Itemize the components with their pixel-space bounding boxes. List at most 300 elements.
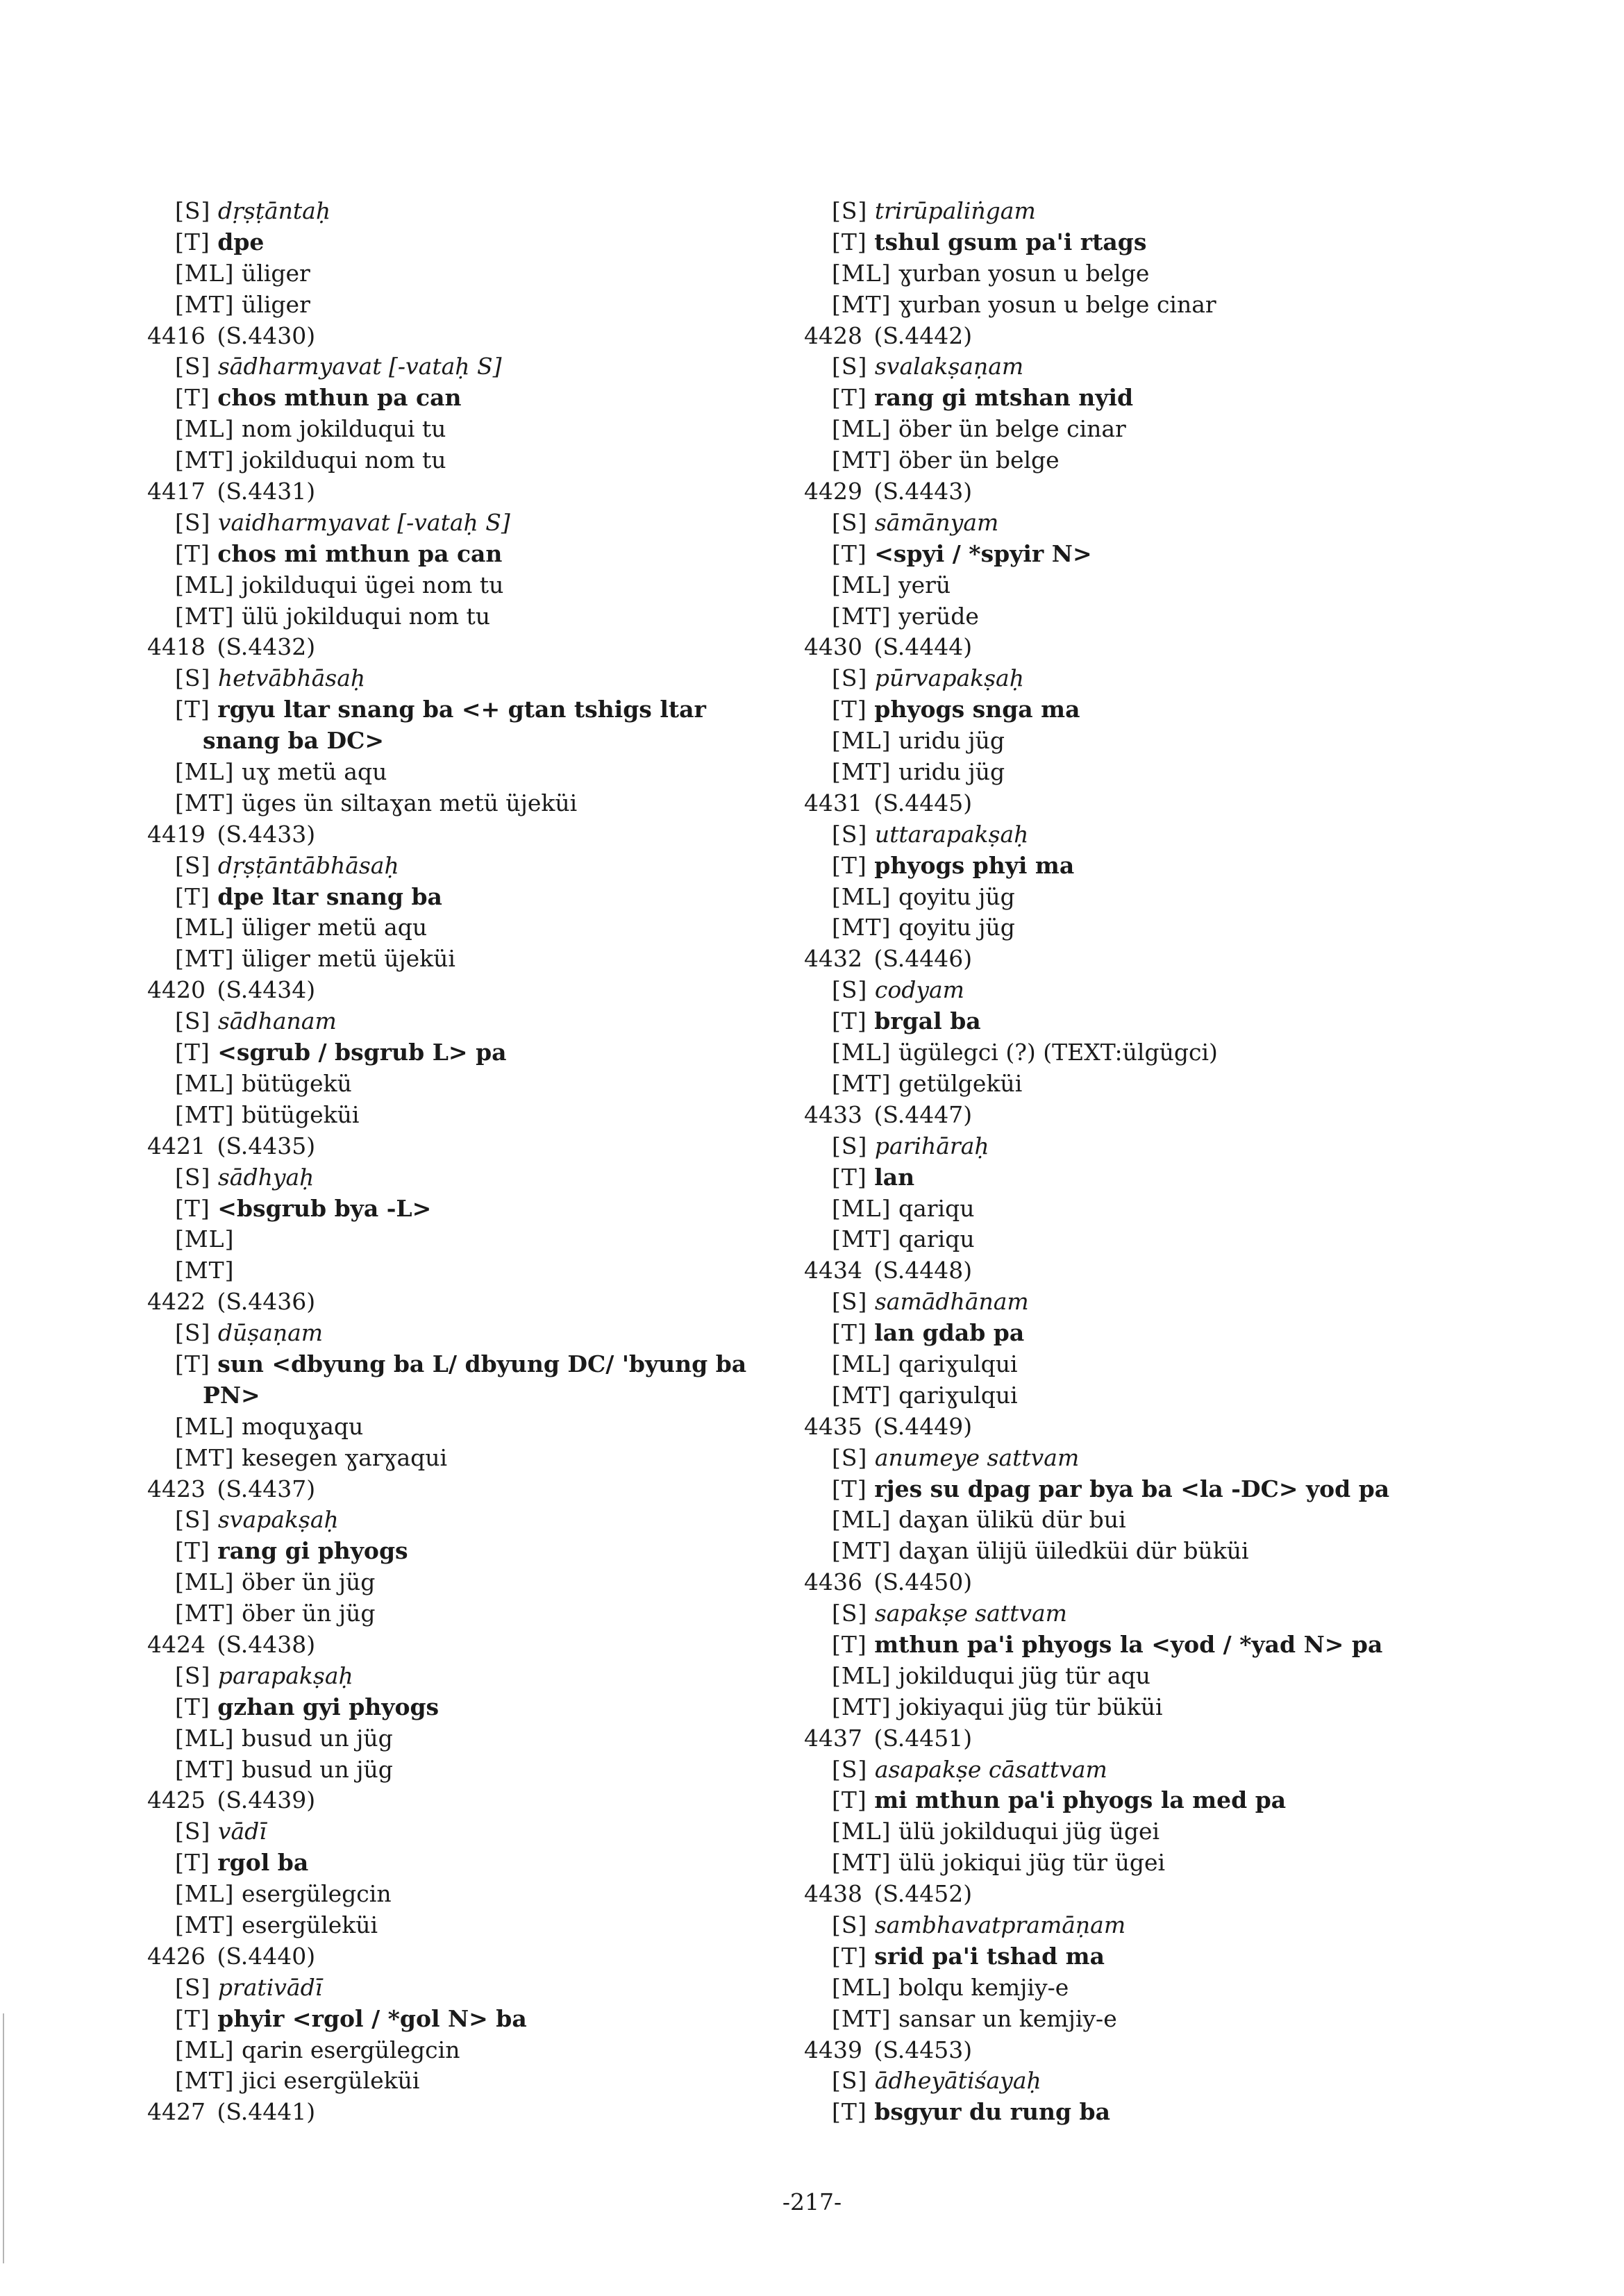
entry-field [147,1006,814,1037]
entry-header [147,1785,814,1816]
entry-header [147,1474,814,1505]
entry-field [804,1224,1498,1255]
page-number: -217- [782,2188,842,2215]
entry-reference: (S.4438) [217,1630,316,1658]
field-value: codyam [874,976,964,1004]
field-tag: [ML] [175,1880,235,1908]
field-value: nom jokilduqui tu [241,415,446,443]
field-tag: [ML] [832,1973,891,2001]
entry-field [804,570,1498,601]
field-tag: [S] [832,1755,868,1783]
entry-header [147,2097,814,2128]
entry-header [147,1287,814,1318]
field-value: bsgyur du rung ba [874,2098,1110,2126]
field-value: getülgeküi [898,1069,1023,1097]
entry-field [147,912,814,944]
entry-header [147,321,814,352]
entry-field [804,1318,1498,1349]
field-value: <sgrub / bsgrub L> pa [217,1039,507,1066]
field-value: dpe [217,228,265,255]
entry-reference: (S.4446) [873,945,973,973]
entry-number: 4418 [147,633,206,661]
entry-number: 4423 [147,1475,206,1502]
entry-header [147,476,814,508]
entry-reference: (S.4445) [873,789,973,816]
entry-field [804,539,1498,570]
field-value: phyogs phyi ma [874,851,1075,879]
entry-header [147,1629,814,1661]
field-value: öber ün jüg [241,1568,376,1596]
field-value: mthun pa'i phyogs la <yod / *yad N> pa [874,1630,1383,1658]
entry-field [147,1536,814,1567]
field-value: yerü [898,571,951,598]
entry-field [804,1692,1498,1723]
field-tag: [S] [175,1973,211,2001]
field-value: busud un jüg [241,1724,393,1752]
field-value: üliger metü üjeküi [242,945,455,973]
entry-field [804,1505,1498,1536]
field-tag: [S] [832,1443,868,1471]
field-tag: [T] [175,539,210,567]
entry-field [147,445,814,476]
entry-field [147,788,814,819]
entry-field [147,570,814,601]
field-value: bütügeküi [242,1100,360,1128]
entry-field [804,601,1498,632]
field-value: rjes su dpag par bya ba <la -DC> yod pa [874,1475,1390,1502]
field-tag: [T] [175,696,210,723]
field-tag: [ML] [175,1568,235,1596]
field-tag: [MT] [832,1225,891,1253]
field-value: brgal ba [874,1007,981,1035]
field-tag: [ML] [175,1724,235,1752]
field-tag: [ML] [832,1194,891,1222]
entry-number: 4417 [147,478,206,505]
entry-field [804,1910,1498,1941]
entry-field [804,1287,1498,1318]
field-tag: [ML] [832,415,891,443]
field-tag: [T] [175,1350,210,1377]
entry-header [147,819,814,850]
field-value: sun <dbyung ba L/ dbyung DC/ 'byung ba [217,1350,747,1377]
entry-number: 4424 [147,1630,206,1658]
field-value: sādhyaḥ [217,1163,315,1191]
entry-reference: (S.4430) [217,321,316,349]
entry-reference: (S.4441) [217,2098,316,2126]
field-value: ülü jokilduqui jüg ügei [898,1818,1160,1845]
field-tag: [ML] [175,415,235,443]
entry-header [804,2035,1498,2066]
entry-header [804,1100,1498,1131]
field-value: bütügekü [241,1069,352,1097]
entry-field [147,290,814,321]
field-tag: [T] [832,1319,867,1347]
field-value: lan gdab pa [874,1319,1025,1347]
entry-reference: (S.4447) [873,1100,973,1128]
field-tag: [MT] [175,1100,235,1128]
field-value: phyogs snga ma [874,696,1080,723]
field-tag: [ML] [832,727,891,755]
field-tag: [S] [175,851,211,879]
entry-number: 4430 [804,633,862,661]
field-tag: [MT] [832,2004,891,2032]
field-tag: [T] [175,228,210,255]
entry-field [147,1318,814,1349]
field-tag: [ML] [175,2036,235,2063]
entry-field [147,1443,814,1474]
field-tag: [ML] [175,259,235,287]
field-tag: [T] [175,384,210,412]
field-tag: [MT] [832,290,891,318]
entry-header [804,1879,1498,1910]
entry-field [804,975,1498,1006]
entry-field [804,2065,1498,2097]
field-value: üliger [242,290,310,318]
field-tag: [MT] [175,1911,235,1938]
field-value: tshul gsum pa'i rtags [874,228,1147,255]
field-value: qariqu [898,1194,975,1222]
field-value: chos mi mthun pa can [217,539,503,567]
field-tag: [ML] [175,1069,235,1097]
entry-header [804,632,1498,663]
field-value: ülü jokilduqui nom tu [242,602,491,630]
field-value: dṛṣṭāntābhāsaḥ [217,851,399,879]
entry-number: 4439 [804,2036,862,2063]
field-tag: [T] [832,1786,867,1814]
field-value: lan [874,1163,915,1191]
field-tag: [ML] [832,571,891,598]
entry-field [147,1349,814,1380]
entry-field [147,1193,814,1225]
field-value: üliger metü aqu [241,914,428,941]
entry-field [804,757,1498,788]
field-value: vādī [217,1818,267,1845]
field-tag: [S] [175,353,211,380]
entry-continuation [147,1380,814,1411]
entry-number: 4421 [147,1132,206,1159]
field-value: svalakṣaṇam [874,353,1024,380]
field-tag: [S] [832,976,868,1004]
field-tag: [T] [175,1537,210,1565]
field-value: üliger [241,259,310,287]
field-tag: [T] [832,1007,867,1035]
field-tag: [ML] [175,758,235,786]
field-tag: [S] [832,664,868,692]
entry-header [804,321,1498,352]
field-value: üges ün siltaɣan metü üjeküi [242,789,578,816]
entry-number: 4425 [147,1786,206,1814]
field-value: ülü jokiqui jüg tür ügei [898,1849,1166,1877]
field-value: ādheyātiśayaḥ [874,2067,1041,2095]
right-column [804,196,1498,2128]
entry-header [804,1567,1498,1598]
field-value: trirūpaliṅgam [874,197,1036,224]
field-value: chos mthun pa can [217,384,462,412]
field-tag: [T] [832,228,867,255]
field-tag: [S] [175,508,211,536]
field-tag: [S] [832,2067,868,2095]
entry-reference: (S.4431) [217,478,316,505]
entry-field [147,1723,814,1754]
field-value: prativādī [217,1973,323,2001]
entry-field [147,351,814,383]
entry-field [804,1816,1498,1847]
entry-number: 4419 [147,820,206,848]
entry-field [147,1069,814,1100]
field-tag: [MT] [175,1600,235,1627]
continuation-text: snang ba DC> [203,727,384,755]
field-tag: [S] [832,508,868,536]
field-value: uɣ metü aqu [241,758,387,786]
field-value: busud un jüg [242,1755,393,1783]
left-column [147,196,814,2128]
field-value: qariqu [898,1225,975,1253]
entry-field [147,1162,814,1193]
entry-field [804,663,1498,694]
entry-field [804,1037,1498,1069]
entry-field [804,1443,1498,1474]
field-value: dūṣaṇam [217,1319,324,1347]
field-tag: [S] [832,353,868,380]
entry-reference: (S.4448) [873,1257,973,1284]
entry-reference: (S.4437) [217,1475,316,1502]
field-value: pūrvapakṣaḥ [874,664,1024,692]
field-tag: [S] [175,1818,211,1845]
field-tag: [MT] [175,789,235,816]
entry-field [147,258,814,290]
entry-field [147,1847,814,1879]
field-value: dpe ltar snang ba [217,882,442,910]
entry-field [804,1972,1498,2004]
entry-reference: (S.4451) [873,1724,973,1752]
entry-field [804,1131,1498,1162]
entry-field [804,1754,1498,1786]
field-value: gzhan gyi phyogs [217,1693,440,1720]
field-tag: [ML] [832,1818,891,1845]
entry-field [804,1629,1498,1661]
entry-number: 4433 [804,1100,862,1128]
field-value: sāmānyam [874,508,999,536]
entry-field [147,1879,814,1910]
field-value: sapakṣe sattvam [874,1600,1067,1627]
entry-number: 4436 [804,1568,862,1596]
field-value: jokilduqui ügei nom tu [241,571,504,598]
field-value: ɣurban yosun u belge [898,259,1150,287]
field-tag: [S] [832,820,868,848]
entry-field [804,1847,1498,1879]
field-tag: [MT] [175,446,235,474]
continuation-text: PN> [203,1381,260,1409]
field-value: jici esergüleküi [242,2067,420,2095]
field-tag: [ML] [175,571,235,598]
entry-field [804,508,1498,539]
entry-field [804,351,1498,383]
field-value: qariɣulqui [898,1350,1018,1377]
field-tag: [S] [175,664,211,692]
field-value: jokilduqui jüg tür aqu [898,1661,1150,1689]
scan-edge-mark [3,2013,4,2263]
entry-field [147,1598,814,1629]
entry-number: 4434 [804,1257,862,1284]
entry-field [804,1536,1498,1567]
field-value: rgyu ltar snang ba <+ gtan tshigs ltar [217,696,706,723]
entry-reference: (S.4434) [217,976,316,1004]
field-value: parihāraḥ [874,1132,989,1159]
field-tag: [S] [832,197,868,224]
field-value: esergülegcin [241,1880,392,1908]
field-tag: [T] [832,1942,867,1970]
entry-field [804,1162,1498,1193]
field-tag: [T] [832,2098,867,2126]
entry-reference: (S.4443) [873,478,973,505]
field-value: öber ün belge cinar [898,415,1126,443]
field-value: öber ün belge [898,446,1060,474]
field-tag: [MT] [175,2067,235,2095]
field-tag: [ML] [175,1412,235,1440]
entry-continuation [147,726,814,757]
entry-header [147,632,814,663]
entry-field [804,1193,1498,1225]
field-tag: [T] [175,1849,210,1877]
entry-field [147,601,814,632]
entry-field [804,1069,1498,1100]
entry-field [804,819,1498,850]
entry-field [147,850,814,882]
entry-field [147,227,814,258]
entry-field [147,663,814,694]
field-tag: [T] [175,2004,210,2032]
field-value: daɣan ülijü üiledküi dür büküi [898,1537,1249,1565]
entry-field [147,1224,814,1255]
field-value: jokiyaqui jüg tür büküi [898,1693,1163,1720]
entry-field [804,414,1498,445]
entry-field [804,2097,1498,2128]
field-value: srid pa'i tshad ma [874,1942,1105,1970]
field-tag: [S] [175,1163,211,1191]
entry-reference: (S.4450) [873,1568,973,1596]
field-value: <spyi / *spyir N> [874,539,1092,567]
entry-field [804,1349,1498,1380]
field-value: mi mthun pa'i phyogs la med pa [874,1786,1287,1814]
field-tag: [MT] [832,1069,891,1097]
entry-field [804,1785,1498,1816]
entry-field [804,694,1498,726]
field-tag: [T] [832,1475,867,1502]
field-value: sambhavatpramāṇam [874,1911,1126,1938]
entry-reference: (S.4439) [217,1786,316,1814]
entry-number: 4428 [804,321,862,349]
entry-field [804,1661,1498,1692]
field-tag: [T] [832,696,867,723]
entry-field [147,882,814,913]
field-tag: [S] [832,1911,868,1938]
entry-header [147,1131,814,1162]
field-value: uridu jüg [898,758,1005,786]
entry-header [804,476,1498,508]
field-value: qariɣulqui [898,1381,1018,1409]
field-tag: [T] [832,384,867,412]
entry-field [804,1474,1498,1505]
entry-field [147,1100,814,1131]
entry-field [147,196,814,227]
entry-number: 4435 [804,1412,862,1440]
entry-number: 4426 [147,1942,206,1970]
entry-field [804,1598,1498,1629]
field-value: qoyitu jüg [898,914,1015,941]
entry-field [804,383,1498,414]
entry-field [147,414,814,445]
field-value: ɣurban yosun u belge cinar [898,290,1216,318]
entry-reference: (S.4453) [873,2036,973,2063]
entry-number: 4427 [147,2098,206,2126]
entry-field [804,290,1498,321]
field-tag: [T] [175,1693,210,1720]
field-tag: [MT] [175,1257,235,1284]
entry-field [804,726,1498,757]
entry-reference: (S.4435) [217,1132,316,1159]
field-value: sansar un kemjiy-e [898,2004,1117,2032]
field-tag: [S] [175,1661,211,1689]
entry-field [804,1380,1498,1411]
field-value: sādhanam [217,1007,337,1035]
entry-number: 4431 [804,789,862,816]
field-tag: [ML] [832,1350,891,1377]
entry-number: 4420 [147,976,206,1004]
entry-field [147,1816,814,1847]
entry-field [804,1941,1498,1972]
field-tag: [ML] [832,1039,891,1066]
field-value: kesegen ɣarɣaqui [242,1443,448,1471]
entry-field [147,944,814,975]
field-value: jokilduqui nom tu [242,446,446,474]
field-value: svapakṣaḥ [217,1506,339,1534]
entry-field [804,882,1498,913]
entry-number: 4432 [804,945,862,973]
entry-field [147,757,814,788]
field-tag: [S] [832,1132,868,1159]
entry-header [147,975,814,1006]
entry-field [147,1411,814,1443]
field-tag: [ML] [832,1661,891,1689]
field-value: öber ün jüg [242,1600,376,1627]
entry-field [147,2004,814,2035]
field-tag: [T] [832,539,867,567]
field-value: uridu jüg [898,727,1005,755]
field-tag: [ML] [832,882,891,910]
field-tag: [S] [832,1600,868,1627]
field-tag: [MT] [175,1443,235,1471]
entry-field [804,912,1498,944]
field-value: samādhānam [874,1288,1029,1316]
entry-header [804,1411,1498,1443]
field-tag: [MT] [175,945,235,973]
entry-field [147,383,814,414]
field-value: uttarapakṣaḥ [874,820,1029,848]
field-tag: [MT] [175,1755,235,1783]
field-tag: [T] [832,1163,867,1191]
field-tag: [MT] [832,446,891,474]
entry-field [147,1754,814,1786]
entry-field [147,694,814,726]
field-value: bolqu kemjiy-e [898,1973,1069,2001]
field-tag: [ML] [175,1225,235,1253]
entry-reference: (S.4442) [873,321,973,349]
entry-field [147,1910,814,1941]
field-value: rang gi phyogs [217,1537,408,1565]
entry-number: 4437 [804,1724,862,1752]
field-tag: [ML] [832,1506,891,1534]
entry-reference: (S.4440) [217,1942,316,1970]
